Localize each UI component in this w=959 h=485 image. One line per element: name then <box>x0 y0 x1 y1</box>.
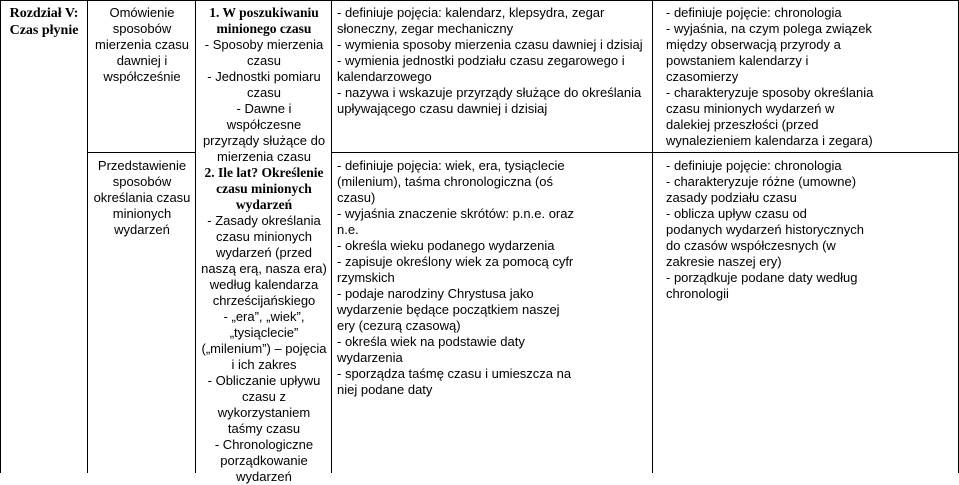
requirement-item: - charakteryzuje różne (umowne) zasady podziału czasu <box>666 174 857 205</box>
chapter-cell <box>3 5 85 39</box>
requirement-item: - nazywa i wskazuje przyrządy służące do określania upływającego czasu dawniej i dzisiaj <box>337 85 642 116</box>
requirement-item: - wyjaśnia, na czym polega związek między obserwacją przyrody a powstaniem kalendarzy i czasomierzy <box>666 21 872 84</box>
requirement-item: - porządkuje podane daty według chronologii <box>666 270 858 301</box>
topic-cell-1 <box>91 5 193 85</box>
table-border-top <box>0 0 959 1</box>
column-divider-1 <box>87 0 88 473</box>
row-divider <box>87 152 196 153</box>
content-item: - Dawne i współczesne przyrządy służące do mierzenia czasu <box>202 101 326 164</box>
requirements-extended-cell-1 <box>666 5 876 149</box>
content-cell <box>199 5 329 485</box>
requirement-item: - definiuje pojęcie: chronologia <box>666 158 842 173</box>
column-divider-4 <box>652 0 653 473</box>
content-item: - Sposoby mierzenia czasu <box>204 37 324 68</box>
requirement-item: - podaje narodziny Chrystusa jako wydarzenie będące początkiem naszej ery (cezurą czasową) <box>337 286 560 333</box>
requirements-basic-cell-1 <box>337 5 649 117</box>
column-divider-3 <box>331 0 332 473</box>
row-divider <box>331 152 959 153</box>
requirement-item: - definiuje pojęcie: chronologia <box>666 5 842 20</box>
content-item: - „era”, „wiek”, „tysiąclecie” („milenium”) – pojęcia i ich zakres <box>201 309 327 372</box>
topic-text: Omówienie sposobów mierzenia czasu dawniej i współcześnie <box>95 5 189 84</box>
requirements-extended-cell-2 <box>666 158 866 302</box>
section-heading: 1. W poszukiwaniu minionego czasu <box>209 5 319 36</box>
requirement-item: - wyjaśnia znaczenie skrótów: p.n.e. oraz n.e. <box>337 206 574 237</box>
content-item: - Chronologiczne porządkowanie wydarzeń <box>214 437 314 484</box>
table-border-left <box>0 0 1 473</box>
content-item: - Zasady określania czasu minionych wydarzeń (przed naszą erą, nasza era) według kalendarza chrześcijańskiego <box>201 213 327 308</box>
requirements-basic-cell-2 <box>337 158 577 398</box>
requirement-item: - wymienia sposoby mierzenia czasu dawniej i dzisiaj <box>337 37 643 52</box>
content-item: - Obliczanie upływu czasu z wykorzystaniem taśmy czasu <box>207 373 321 436</box>
requirement-item: - oblicza upływ czasu od podanych wydarzeń historycznych do czasów współczesnych (w zakresie naszej ery) <box>666 206 864 269</box>
topic-cell-2 <box>91 158 193 238</box>
chapter-title: Czas płynie <box>9 23 79 38</box>
requirement-item: - wymienia jednostki podziału czasu zegarowego i kalendarzowego <box>337 53 625 84</box>
requirement-item: - definiuje pojęcia: wiek, era, tysiąclecie (milenium), taśma chronologiczna (oś czasu) <box>337 158 565 205</box>
topic-text: Przedstawienie sposobów określania czasu minionych wydarzeń <box>93 158 191 237</box>
requirement-item: - sporządza taśmę czasu i umieszcza na niej podane daty <box>337 366 572 397</box>
requirement-item: - określa wiek na podstawie daty wydarzenia <box>337 334 525 365</box>
requirement-item: - zapisuje określony wiek za pomocą cyfr rzymskich <box>337 254 574 285</box>
requirement-item: - definiuje pojęcia: kalendarz, klepsydra, zegar słoneczny, zegar mechaniczny <box>337 5 605 36</box>
chapter-number: Rozdział V: <box>9 6 79 21</box>
column-divider-2 <box>195 0 196 473</box>
requirement-item: - charakteryzuje sposoby określania czasu minionych wydarzeń w dalekiej przeszłości (przed wynalezieniem kalendarza i zegara) <box>666 85 874 148</box>
section-heading: 2. Ile lat? Określenie czasu minionych wydarzeń <box>204 165 324 212</box>
content-item: - Jednostki pomiaru czasu <box>207 69 321 100</box>
requirement-item: - określa wieku podanego wydarzenia <box>337 238 555 253</box>
